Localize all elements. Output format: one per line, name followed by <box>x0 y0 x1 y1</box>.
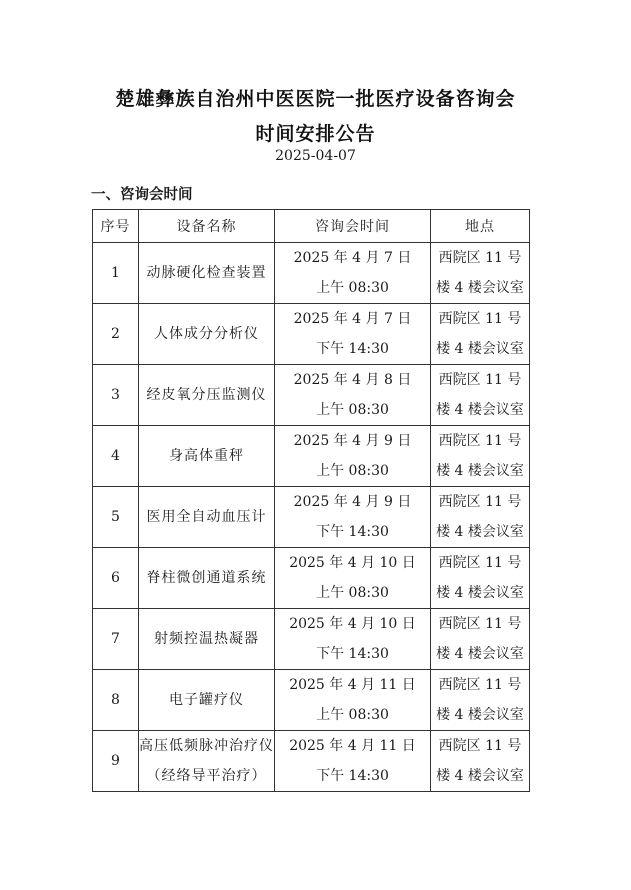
row-device-name: 电子罐疗仪 <box>139 670 275 731</box>
row-time-cell <box>275 243 431 304</box>
row-date: 2025 年 4 月 10 日 <box>289 616 416 632</box>
row-time: 上午 08:30 <box>316 707 389 723</box>
row-time: 下午 14:30 <box>316 768 389 784</box>
row-device-name: 医用全自动血压计 <box>139 487 275 548</box>
row-location-line2: 楼 4 楼会议室 <box>436 463 524 479</box>
row-time: 上午 08:30 <box>316 463 389 479</box>
row-time: 下午 14:30 <box>316 524 389 540</box>
row-location-line1: 西院区 11 号 <box>438 250 522 266</box>
table-row <box>93 365 530 426</box>
row-location-line1: 西院区 11 号 <box>438 677 522 693</box>
row-time: 上午 08:30 <box>316 585 389 601</box>
row-device-name: 身高体重秤 <box>139 426 275 487</box>
row-time-cell <box>275 731 431 792</box>
row-device-name: 经皮氧分压监测仪 <box>139 365 275 426</box>
row-date: 2025 年 4 月 8 日 <box>293 372 412 388</box>
schedule-table <box>92 209 530 792</box>
row-location-line2: 楼 4 楼会议室 <box>436 524 524 540</box>
header-device: 设备名称 <box>139 210 275 243</box>
row-location-line1: 西院区 11 号 <box>438 738 522 754</box>
row-time-cell <box>275 304 431 365</box>
row-time-cell <box>275 487 431 548</box>
table-row <box>93 243 530 304</box>
section-heading: 一、咨询会时间 <box>91 186 193 203</box>
row-time-cell <box>275 670 431 731</box>
table-header-row <box>93 210 530 243</box>
table-row <box>93 304 530 365</box>
row-location-cell <box>431 243 530 304</box>
row-location-cell <box>431 548 530 609</box>
row-location-line2: 楼 4 楼会议室 <box>436 707 524 723</box>
row-location-cell <box>431 670 530 731</box>
row-location-line1: 西院区 11 号 <box>438 433 522 449</box>
row-location-cell <box>431 365 530 426</box>
row-date: 2025 年 4 月 9 日 <box>293 494 412 510</box>
row-location-line1: 西院区 11 号 <box>438 616 522 632</box>
row-location-line2: 楼 4 楼会议室 <box>436 341 524 357</box>
row-location-cell <box>431 487 530 548</box>
row-time-cell <box>275 365 431 426</box>
row-location-cell <box>431 609 530 670</box>
table-row <box>93 670 530 731</box>
row-no: 6 <box>93 548 139 609</box>
row-no: 3 <box>93 365 139 426</box>
table-row <box>93 487 530 548</box>
row-location-cell <box>431 304 530 365</box>
row-location-line1: 西院区 11 号 <box>438 555 522 571</box>
row-device-name: 人体成分分析仪 <box>139 304 275 365</box>
row-date: 2025 年 4 月 9 日 <box>293 433 412 449</box>
header-location: 地点 <box>431 210 530 243</box>
row-no: 2 <box>93 304 139 365</box>
document-subtitle: 时间安排公告 <box>255 123 376 145</box>
document-date: 2025-04-07 <box>275 148 356 164</box>
table-row <box>93 731 530 792</box>
row-time: 下午 14:30 <box>316 646 389 662</box>
row-location-line2: 楼 4 楼会议室 <box>436 646 524 662</box>
table-row <box>93 426 530 487</box>
row-date: 2025 年 4 月 7 日 <box>293 311 412 327</box>
row-date: 2025 年 4 月 11 日 <box>289 677 416 693</box>
row-no: 1 <box>93 243 139 304</box>
row-date: 2025 年 4 月 11 日 <box>289 738 416 754</box>
header-time: 咨询会时间 <box>275 210 431 243</box>
row-location-line1: 西院区 11 号 <box>438 372 522 388</box>
table-row <box>93 609 530 670</box>
row-location-line2: 楼 4 楼会议室 <box>436 768 524 784</box>
row-location-line2: 楼 4 楼会议室 <box>436 585 524 601</box>
row-time: 上午 08:30 <box>316 280 389 296</box>
row-time-cell <box>275 609 431 670</box>
row-no: 5 <box>93 487 139 548</box>
row-no: 9 <box>93 731 139 792</box>
row-device-name: 射频控温热凝器 <box>139 609 275 670</box>
row-device-name: 高压低频脉冲治疗仪（经络导平治疗） <box>139 731 275 792</box>
row-location-line1: 西院区 11 号 <box>438 311 522 327</box>
row-no: 4 <box>93 426 139 487</box>
row-date: 2025 年 4 月 7 日 <box>293 250 412 266</box>
table-row <box>93 548 530 609</box>
document-title: 楚雄彝族自治州中医医院一批医疗设备咨询会 <box>115 88 516 110</box>
row-no: 8 <box>93 670 139 731</box>
row-device-name: 动脉硬化检查装置 <box>139 243 275 304</box>
row-no: 7 <box>93 609 139 670</box>
row-location-line1: 西院区 11 号 <box>438 494 522 510</box>
row-time-cell <box>275 548 431 609</box>
row-date: 2025 年 4 月 10 日 <box>289 555 416 571</box>
header-no: 序号 <box>93 210 139 243</box>
row-time: 下午 14:30 <box>316 341 389 357</box>
row-location-line2: 楼 4 楼会议室 <box>436 402 524 418</box>
row-device-name: 脊柱微创通道系统 <box>139 548 275 609</box>
row-location-line2: 楼 4 楼会议室 <box>436 280 524 296</box>
row-time-cell <box>275 426 431 487</box>
row-location-cell <box>431 731 530 792</box>
row-location-cell <box>431 426 530 487</box>
row-time: 上午 08:30 <box>316 402 389 418</box>
